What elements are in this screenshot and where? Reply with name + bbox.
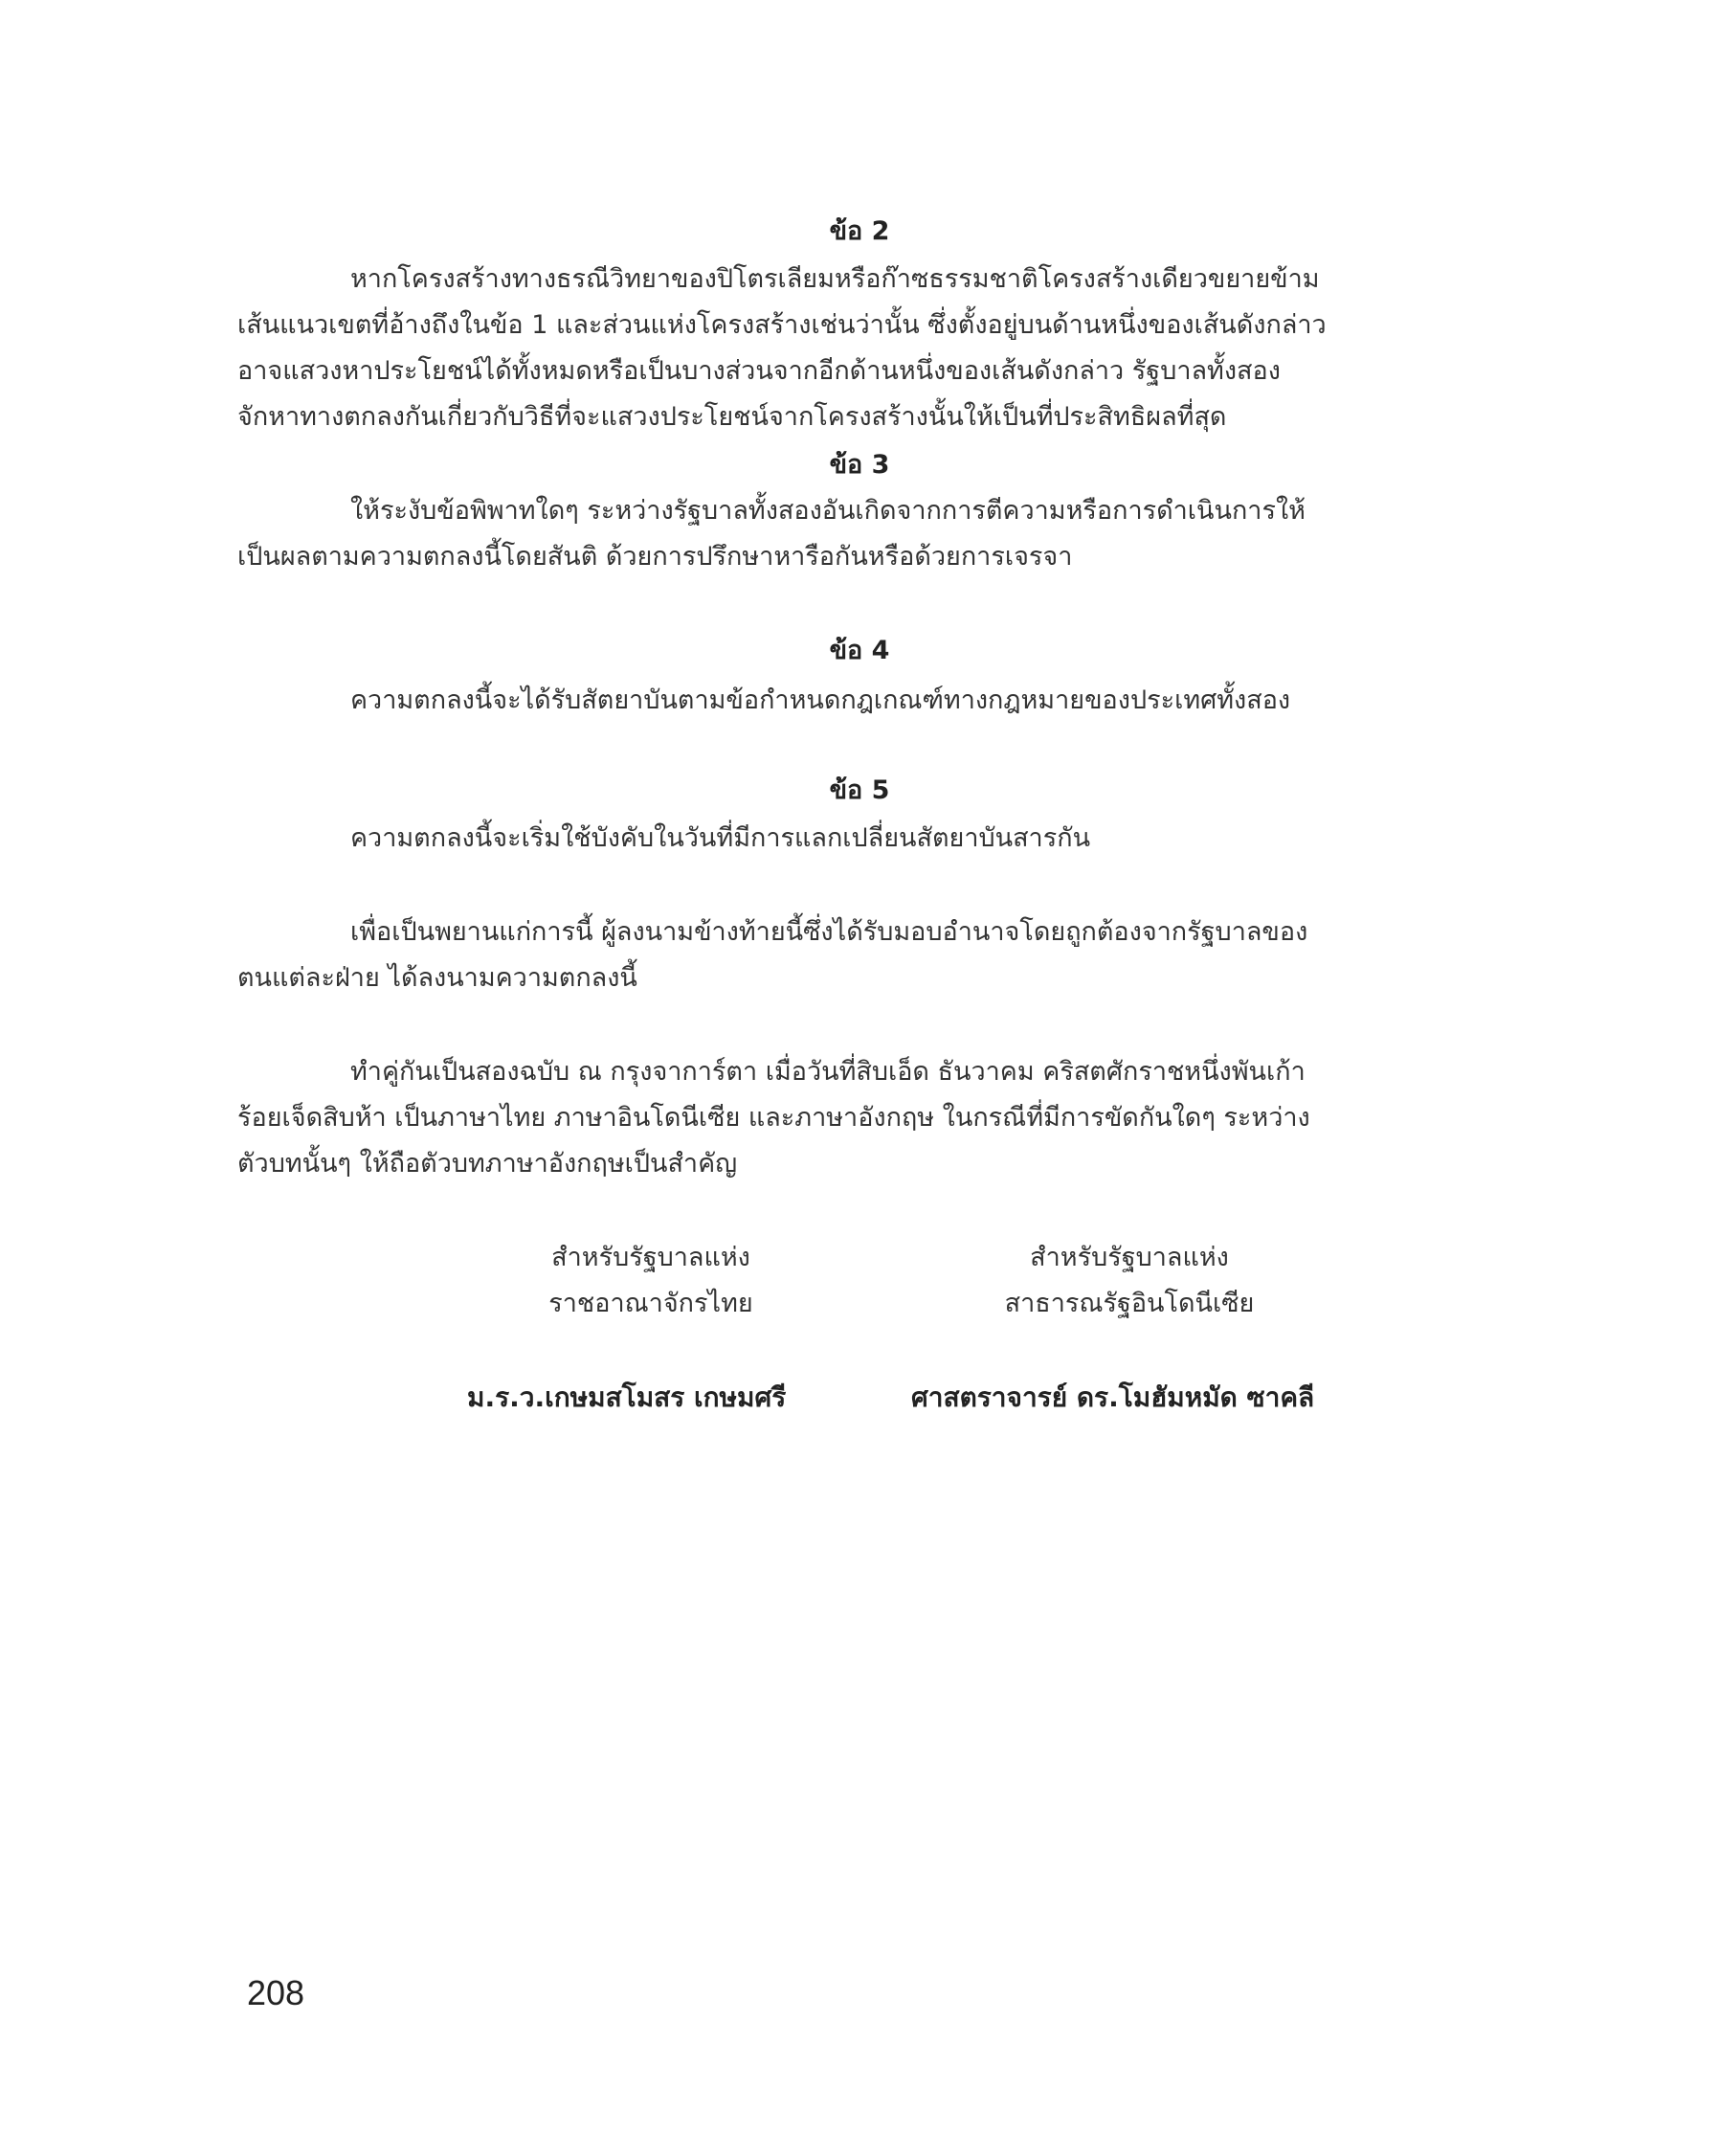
article-5-line-1: ความตกลงนี้จะเริ่มใช้บังคับในวันที่มีการแลกเปลี่ยนสัตยาบันสารกัน — [350, 823, 1091, 853]
article-3-heading: ข้อ 3 — [829, 450, 890, 480]
article-2-heading: ข้อ 2 — [829, 216, 890, 246]
page-number: 208 — [247, 1973, 305, 2012]
article-5-text — [237, 816, 1443, 862]
witness-line-1: เพื่อเป็นพยานแก่การนี้ ผู้ลงนามข้างท้ายนี้ซึ่งได้รับมอบอำนาจโดยถูกต้องจากรัฐบาลของ — [350, 917, 1308, 947]
done-at-line-3: ตัวบทนั้นๆ ให้ถือตัวบทภาษาอังกฤษเป็นสำคัญ — [237, 1149, 738, 1179]
article-2-line-3: อาจแสวงหาประโยชน์ได้ทั้งหมดหรือเป็นบางส่วนจากอีกด้านหนึ่งของเส้นดังกล่าว รัฐบาลทั้งสอง — [237, 356, 1281, 386]
article-4-text — [237, 678, 1443, 724]
article-2-line-1: หากโครงสร้างทางธรณีวิทยาของปิโตรเลียมหรือก๊าซธรรมชาติโครงสร้างเดียวขยายข้าม — [350, 264, 1320, 294]
article-5-heading: ข้อ 5 — [829, 775, 890, 805]
article-2-text — [237, 257, 1443, 440]
indonesia-signatory-line-2: สาธารณรัฐอินโดนีเซีย — [1004, 1289, 1255, 1318]
article-2-line-2: เส้นแนวเขตที่อ้างถึงในข้อ 1 และส่วนแห่งโครงสร้างเช่นว่านั้น ซึ่งตั้งอยู่บนด้านหนึ่งของเส้นดังกล่าว — [237, 310, 1327, 340]
thailand-signatory-line-2: ราชอาณาจักรไทย — [548, 1289, 753, 1318]
witness-clause — [237, 910, 1443, 1001]
witness-line-2: ตนแต่ละฝ่าย ได้ลงนามความตกลงนี้ — [237, 963, 637, 993]
article-2-line-4: จักหาทางตกลงกันเกี่ยวกับวิธีที่จะแสวงประโยชน์จากโครงสร้างนั้นให้เป็นที่ประสิทธิผลที่สุด — [237, 402, 1227, 432]
done-at-line-2: ร้อยเจ็ดสิบห้า เป็นภาษาไทย ภาษาอินโดนีเซีย และภาษาอังกฤษ ในกรณีที่มีการขัดกันใดๆ ระหว่าง — [237, 1103, 1310, 1133]
thailand-signatory-line-1: สำหรับรัฐบาลแห่ง — [551, 1243, 750, 1272]
article-4-heading: ข้อ 4 — [829, 636, 890, 665]
thailand-signatory-name: ม.ร.ว.เกษมสโมสร เกษมศรี — [467, 1381, 787, 1413]
signature-block-indonesia — [986, 1235, 1273, 1327]
done-at-line-1: ทำคู่กันเป็นสองฉบับ ณ กรุงจาการ์ตา เมื่อวันที่สิบเอ็ด ธันวาคม คริสตศักราชหนึ่งพันเก้า — [350, 1057, 1306, 1087]
signature-block-thailand — [507, 1235, 794, 1327]
article-3-text — [237, 488, 1443, 580]
article-3-line-1: ให้ระงับข้อพิพาทใดๆ ระหว่างรัฐบาลทั้งสองอันเกิดจากการตีความหรือการดำเนินการให้ — [350, 496, 1306, 526]
article-4-line-1: ความตกลงนี้จะได้รับสัตยาบันตามข้อกำหนดกฎเกณฑ์ทางกฎหมายของประเทศทั้งสอง — [350, 685, 1291, 715]
article-3-line-2: เป็นผลตามความตกลงนี้โดยสันติ ด้วยการปรึกษาหารือกันหรือด้วยการเจรจา — [237, 542, 1073, 572]
indonesia-signatory-line-1: สำหรับรัฐบาลแห่ง — [1030, 1243, 1229, 1272]
indonesia-signatory-name: ศาสตราจารย์ ดร.โมฮัมหมัด ซาคลี — [911, 1381, 1315, 1413]
done-at-clause — [237, 1049, 1443, 1187]
